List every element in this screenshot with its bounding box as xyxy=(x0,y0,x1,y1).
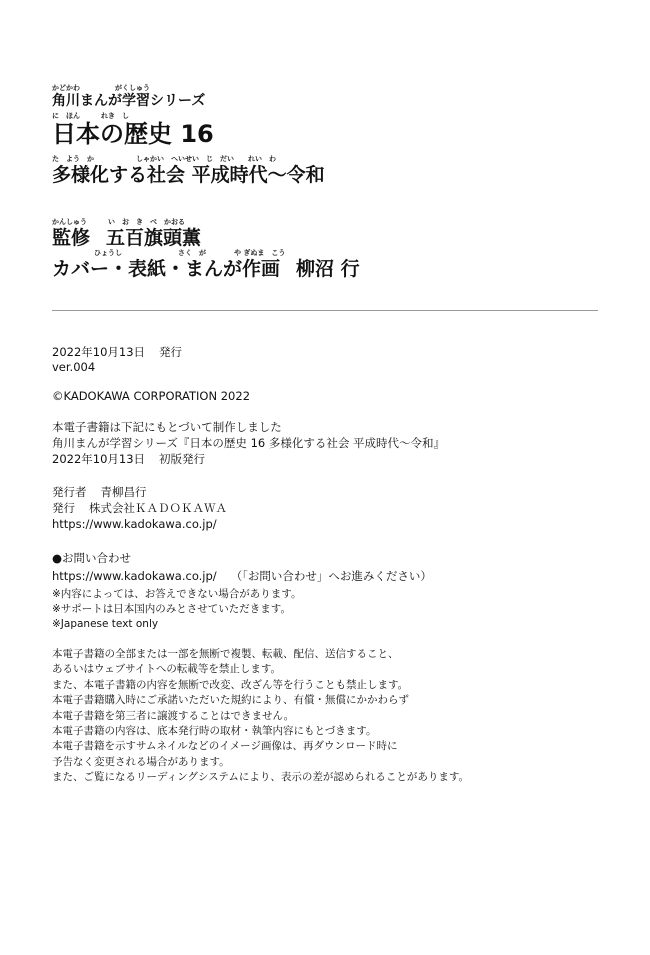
title-ruby: に ほん れき し xyxy=(52,112,129,120)
contact-note-3: ※Japanese text only xyxy=(52,618,159,630)
contact-url-note: （「お問い合わせ」へお進みください） xyxy=(230,569,432,583)
title-text: 日本の歴史 16 xyxy=(52,120,214,148)
book-subtitle xyxy=(52,155,325,187)
supervisor-name: 五百旗頭薫 xyxy=(106,227,202,249)
divider-line xyxy=(52,310,598,311)
legal-line: 本電子書籍購入時にご承諾いただいた規約により、有償・無償にかかわらず xyxy=(52,694,409,707)
legal-line: 本電子書籍の内容は、底本発行時の取材・執筆内容にもとづきます。 xyxy=(52,725,377,738)
subtitle-text: 多様化する社会 平成時代〜令和 xyxy=(52,164,325,186)
source-line-2: 角川まんが学習シリーズ『日本の歴史 16 多様化する社会 平成時代〜令和』 xyxy=(52,436,446,450)
publisher-name: 青柳昌行 xyxy=(100,485,147,499)
art-label: カバー・表紙・まんが作画 xyxy=(52,258,281,280)
art-ruby: ひょうし さく が や ぎぬま こう xyxy=(52,249,286,257)
contact-heading: ●お問い合わせ xyxy=(52,551,132,565)
edition-date-line xyxy=(52,345,182,360)
source-date: 2022年10月13日 xyxy=(52,452,146,466)
contact-url-link[interactable]: https://www.kadokawa.co.jp/ xyxy=(52,569,217,583)
legal-line: 本電子書籍を示すサムネイルなどのイメージ画像は、再ダウンロード時に xyxy=(52,740,398,753)
legal-line: 予告なく変更される場合があります。 xyxy=(52,755,230,768)
version-text: ver.004 xyxy=(52,360,96,374)
legal-line: また、ご覧になるリーディングシステムにより、表示の差が認められることがあります。 xyxy=(52,771,470,784)
source-issue: 初版発行 xyxy=(159,452,206,466)
supervision-label: 監修 xyxy=(52,227,91,249)
legal-line: また、本電子書籍の内容を無断で改変、改ざん等を行うことも禁止します。 xyxy=(52,678,409,691)
contact-url-line xyxy=(52,569,432,584)
publisher-label: 発行者 xyxy=(52,485,87,499)
source-line-1: 本電子書籍は下記にもとづいて制作しました xyxy=(52,420,282,434)
publisher-line xyxy=(52,485,147,500)
company-label: 発行 xyxy=(52,501,75,515)
company-line xyxy=(52,501,227,516)
series-name xyxy=(52,84,205,110)
supervision-credit xyxy=(52,218,201,250)
subtitle-ruby: た よう か しゃかい へいせい じ だい れい わ xyxy=(52,155,276,163)
legal-line: 本電子書籍を第三者に譲渡することはできません。 xyxy=(52,709,295,722)
copyright-text: ©KADOKAWA CORPORATION 2022 xyxy=(52,389,251,403)
contact-note-2: ※サポートは日本国内のみとさせていただきます。 xyxy=(52,603,291,615)
edition-issue: 発行 xyxy=(159,345,183,359)
series-text: 角川まんが学習シリーズ xyxy=(52,93,206,109)
series-ruby: かどかわ がくしゅう xyxy=(52,84,150,92)
publisher-url-link[interactable]: https://www.kadokawa.co.jp/ xyxy=(52,517,217,531)
source-date-line xyxy=(52,452,205,467)
legal-line: 本電子書籍の全部または一部を無断で複製、転載、配信、送信すること、 xyxy=(52,648,399,660)
legal-notice xyxy=(52,647,469,786)
book-title xyxy=(52,112,214,148)
legal-line: あるいはウェブサイトへの転載等を禁止します。 xyxy=(52,663,282,676)
edition-date: 2022年10月13日 xyxy=(52,345,146,359)
company-name: 株式会社ＫＡＤＯＫＡＷＡ xyxy=(89,501,227,515)
contact-note-1: ※内容によっては、お答えできない場合があります。 xyxy=(52,588,302,600)
supervision-ruby: かんしゅう い お き べ かおる xyxy=(52,218,185,226)
artist-name: 柳沼 行 xyxy=(296,258,360,280)
art-credit xyxy=(52,249,360,281)
